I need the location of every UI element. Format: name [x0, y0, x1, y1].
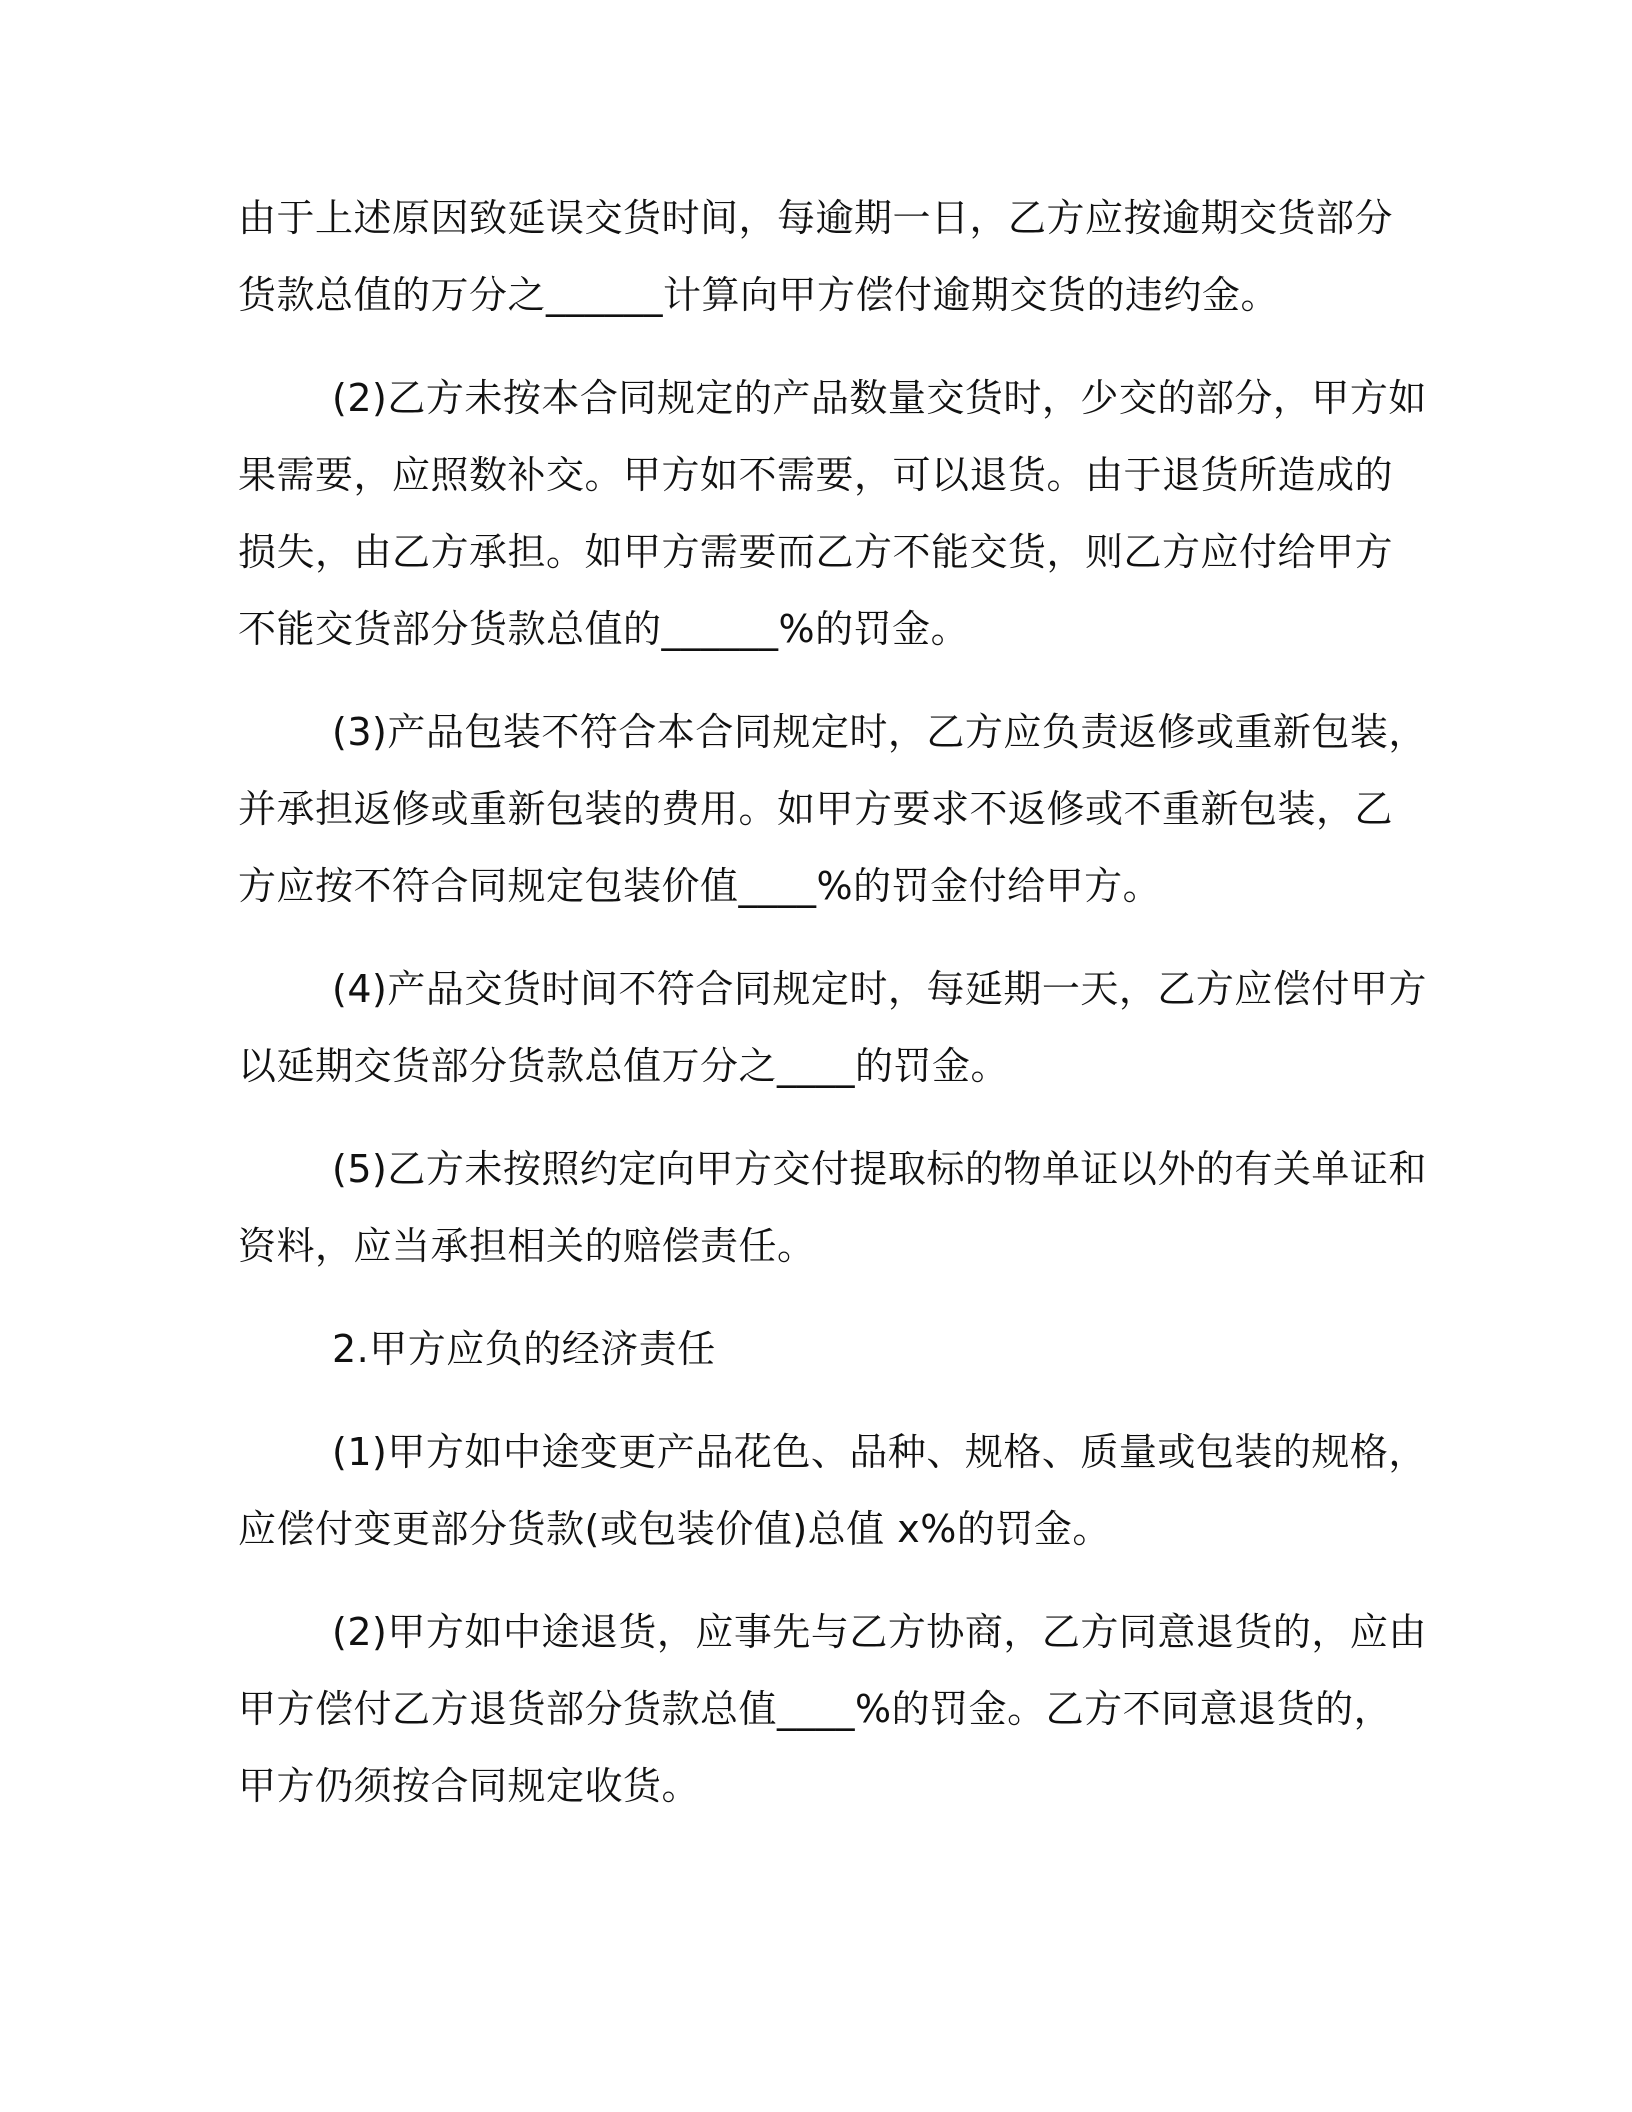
text-line: 由于上述原因致延误交货时间，每逾期一日，乙方应按逾期交货部分 — [238, 196, 1394, 240]
text-line: (1)甲方如中途变更产品花色、品种、规格、质量或包装的规格， — [332, 1430, 1427, 1474]
text-line: (3)产品包装不符合本合同规定时，乙方应负责返修或重新包装， — [332, 710, 1427, 754]
text-line: 应偿付变更部分货款(或包装价值)总值 x%的罚金。 — [238, 1507, 1111, 1551]
text-line: 甲方仍须按合同规定收货。 — [238, 1764, 701, 1808]
text-line: (5)乙方未按照约定向甲方交付提取标的物单证以外的有关单证和 — [332, 1147, 1427, 1191]
text-line: 以延期交货部分货款总值万分之____的罚金。 — [238, 1044, 1010, 1088]
text-line: (2)甲方如中途退货，应事先与乙方协商，乙方同意退货的，应由 — [332, 1610, 1427, 1654]
document-body — [238, 180, 1427, 1851]
text-line: 甲方偿付乙方退货部分货款总值____%的罚金。乙方不同意退货的， — [238, 1687, 1393, 1731]
text-line: (4)产品交货时间不符合同规定时，每延期一天，乙方应偿付甲方 — [332, 967, 1427, 1011]
section-heading-buyer-liability — [238, 1311, 1398, 1388]
text-line: 2.甲方应负的经济责任 — [332, 1327, 716, 1371]
text-line: 并承担返修或重新包装的费用。如甲方要求不返修或不重新包装，乙 — [238, 787, 1394, 831]
text-line: 货款总值的万分之______计算向甲方偿付逾期交货的违约金。 — [238, 273, 1280, 317]
text-line: 损失，由乙方承担。如甲方需要而乙方不能交货，则乙方应付给甲方 — [238, 530, 1394, 574]
paragraph-clause-documents — [238, 1131, 1427, 1285]
text-line: (2)乙方未按本合同规定的产品数量交货时，少交的部分，甲方如 — [332, 376, 1427, 420]
text-line: 果需要，应照数补交。甲方如不需要，可以退货。由于退货所造成的 — [238, 453, 1394, 497]
paragraph-clause-packaging — [238, 694, 1427, 925]
text-line: 不能交货部分货款总值的______%的罚金。 — [238, 607, 970, 651]
paragraph-late-delivery-penalty — [238, 180, 1398, 334]
text-line: 方应按不符合同规定包装价值____%的罚金付给甲方。 — [238, 864, 1162, 908]
paragraph-clause-change-spec — [238, 1414, 1427, 1568]
paragraph-clause-delivery-time — [238, 951, 1427, 1105]
paragraph-clause-return-goods — [238, 1594, 1427, 1825]
paragraph-clause-quantity — [238, 360, 1427, 668]
text-line: 资料，应当承担相关的赔偿责任。 — [238, 1224, 816, 1268]
